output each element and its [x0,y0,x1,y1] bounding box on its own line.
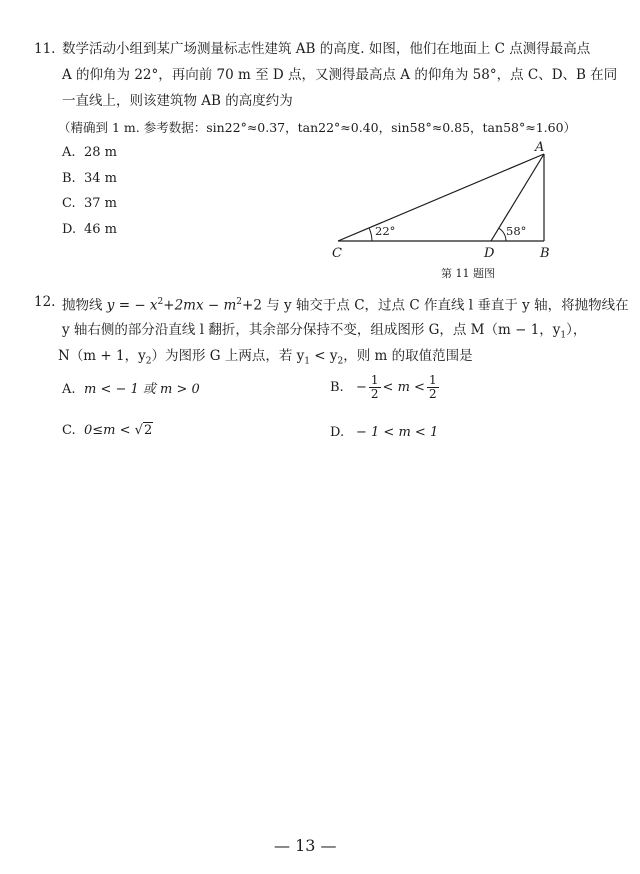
q12-option-a[interactable] [62,381,200,399]
angle-arc-C [369,229,372,242]
q11-stem-line1: 数学活动小组到某广场测量标志性建筑 AB 的高度. 如图，他们在地面上 C 点测得最高点 [62,41,591,57]
angle-arc-D [499,228,506,241]
denominator: 2 [428,387,437,401]
option-text: < m < [382,380,425,395]
text-run: +2 与 y 轴交于点 C，过点 C 作直线 l 垂直于 y 轴，将抛物线在 [242,297,629,314]
angle-label-22: 22° [375,224,396,238]
text-run: < y [310,348,338,364]
q12-option-b[interactable] [330,374,441,401]
option-text: m < − 1 或 m > 0 [84,382,200,397]
equation-run: y = − x [106,297,158,314]
minus-sign: − [356,380,367,395]
option-text: 34 m [84,171,118,186]
q11-stem-line2: A 的仰角为 22°，再向前 70 m 至 D 点，又测得最高点 A 的仰角为 58°，点 C、D、B 在同 [62,67,618,83]
radicand: 2 [143,423,153,438]
q12-stem-line3 [58,347,473,371]
option-text: − 1 < m < 1 [356,425,439,440]
option-text: 46 m [84,222,118,237]
subscript: 1 [560,330,567,341]
q11-stem-line3: 一直线上，则该建筑物 AB 的高度约为 [62,93,293,109]
label-B: B [540,246,550,261]
page-number: — 13 — [274,836,337,855]
option-label: D. [330,425,345,440]
q12-stem-line1 [62,293,629,315]
angle-label-58: 58° [506,224,527,238]
subscript: 2 [337,356,344,367]
fraction [427,374,439,401]
q12-number: 12. [34,294,56,310]
numerator: 1 [370,373,379,387]
text-run: y 轴右侧的部分沿直线 l 翻折，其余部分保持不变，组成图形 G，点 M（m − 1，y [62,322,561,338]
label-D: D [484,246,495,261]
numerator: 1 [428,373,437,387]
text-run: ，则 m 的取值范围是 [343,348,473,364]
subscript: 2 [145,356,152,367]
text-run: 抛物线 [62,297,107,314]
text-run: ）， [566,322,587,338]
option-label: B. [330,380,344,395]
label-C: C [332,246,342,261]
exponent: 2 [236,297,243,307]
exponent: 2 [157,297,164,307]
text-run: ）为图形 G 上两点，若 y [151,348,305,364]
option-label: B. [62,171,76,186]
q12-option-c[interactable] [62,422,153,440]
option-text: 28 m [84,145,118,160]
option-text: 0≤m < [84,423,131,438]
option-text: 37 m [84,196,118,211]
text-run: N（m + 1，y [58,348,146,364]
subscript: 1 [304,356,310,367]
option-label: A. [62,145,76,160]
figure-caption: 第 11 题图 [441,267,495,280]
q12-stem-line2 [62,321,586,345]
q11-number: 11. [34,41,56,57]
denominator: 2 [370,387,379,401]
option-label: A. [62,382,76,397]
equation-run: +2mx − m [163,297,237,314]
option-label: C. [62,196,76,211]
option-label: C. [62,423,76,438]
q12-option-d[interactable] [330,424,438,442]
fraction [369,374,381,401]
label-A: A [535,140,545,155]
q11-reference-data: （精确到 1 m. 参考数据：sin22°≈0.37，tan22°≈0.40，sin58°≈0.85，tan58°≈1.60） [58,120,577,135]
option-label: D. [62,222,77,237]
sqrt-symbol: √2 [134,423,153,438]
